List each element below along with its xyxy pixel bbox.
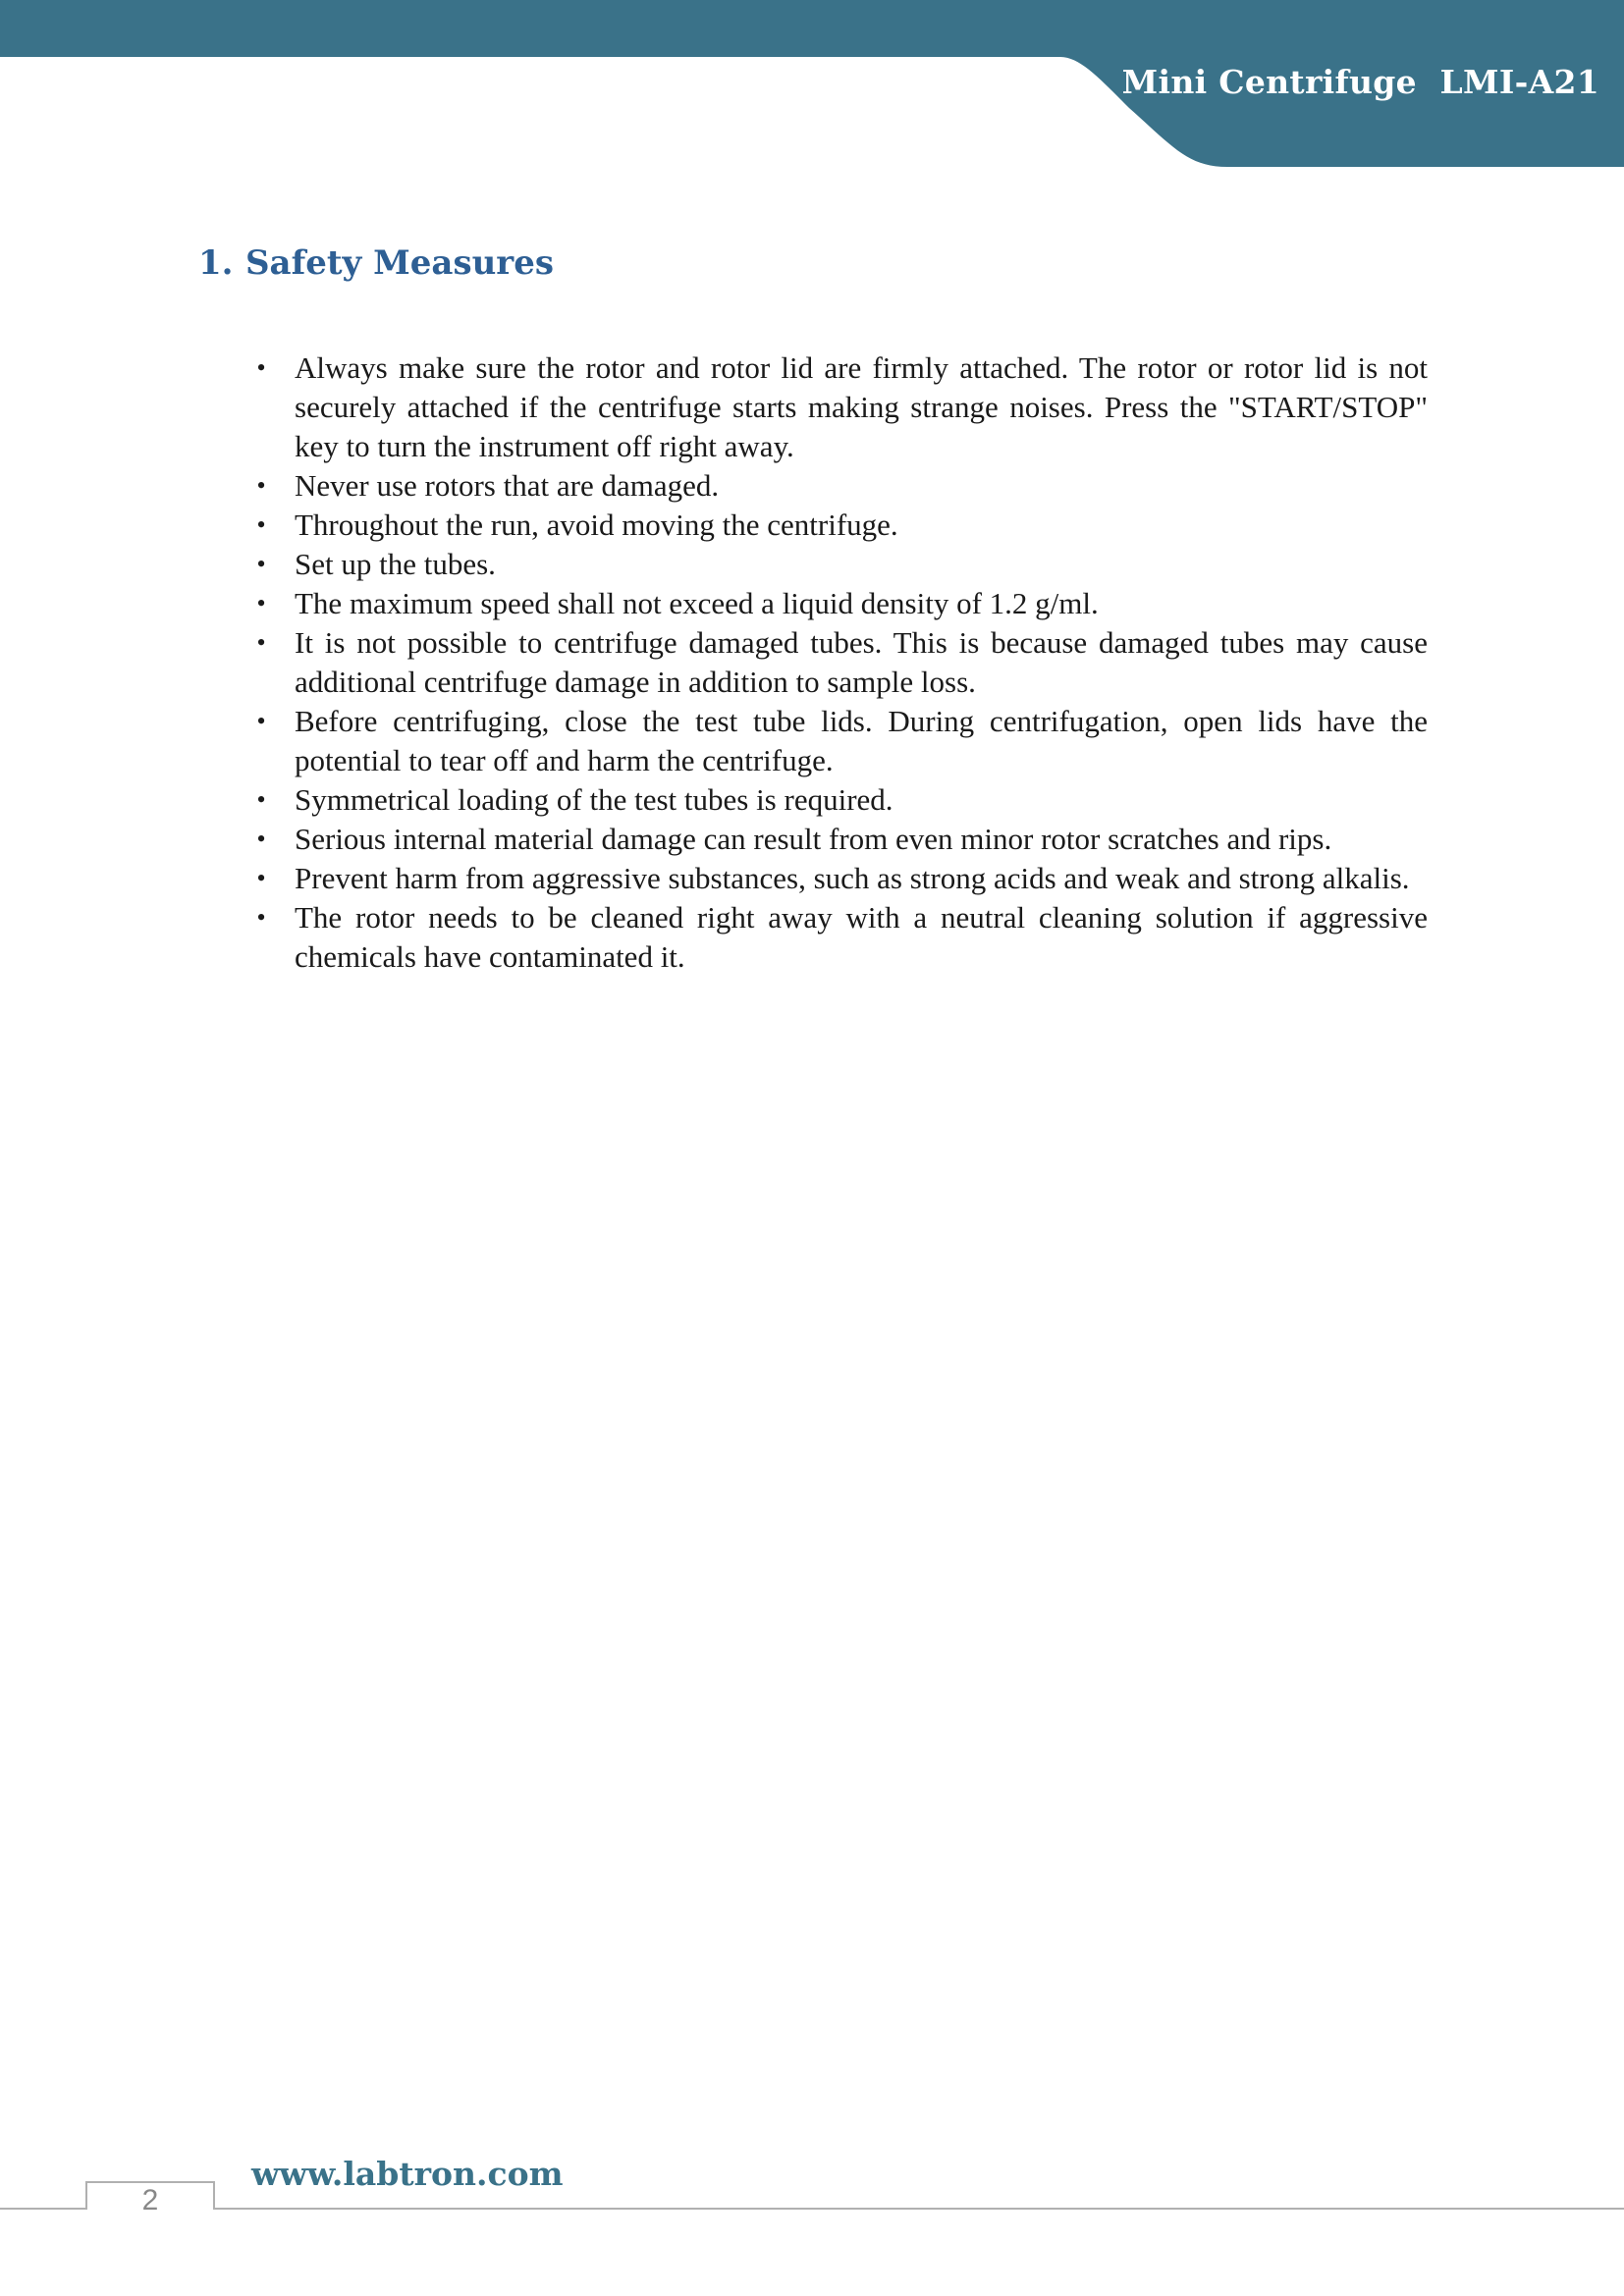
list-item [256, 466, 1428, 506]
bullet-icon: • [256, 471, 266, 500]
bullet-icon: • [256, 903, 266, 932]
list-item-text: Set up the tubes. [295, 547, 496, 581]
list-item-text: Throughout the run, avoid moving the centrifuge. [295, 507, 898, 542]
footer-rule [0, 2174, 1624, 2214]
list-item-text: Never use rotors that are damaged. [295, 468, 720, 503]
list-item [256, 623, 1428, 702]
bullet-icon: • [256, 825, 266, 853]
bullet-icon: • [256, 628, 266, 657]
list-item [256, 506, 1428, 545]
section-number: 1. [198, 243, 234, 283]
bullet-icon: • [256, 785, 266, 814]
list-item [256, 545, 1428, 584]
list-item-text: The maximum speed shall not exceed a liquid density of 1.2 g/ml. [295, 586, 1099, 620]
section-title: Safety Measures [245, 243, 554, 283]
list-item [256, 348, 1428, 466]
list-item-text: Serious internal material damage can result from even minor rotor scratches and rips. [295, 822, 1332, 856]
safety-bullet-list [256, 348, 1428, 977]
list-item [256, 702, 1428, 780]
document-title: Mini Centrifuge LMI-A21 [1121, 63, 1599, 101]
bullet-icon: • [256, 550, 266, 578]
footer-website-link[interactable]: www.labtron.com [251, 2155, 564, 2193]
bullet-icon: • [256, 864, 266, 892]
list-item [256, 898, 1428, 977]
page-number: 2 [141, 2184, 159, 2216]
list-item-text: It is not possible to centrifuge damaged tubes. This is because damaged tubes may cause additional centrifuge damage in addition to sample loss. [295, 625, 1428, 699]
section-heading [198, 243, 554, 283]
list-item [256, 820, 1428, 859]
bullet-icon: • [256, 353, 266, 382]
list-item-text: Symmetrical loading of the test tubes is required. [295, 782, 893, 817]
bullet-icon: • [256, 510, 266, 539]
list-item [256, 859, 1428, 898]
bullet-icon: • [256, 707, 266, 735]
bullet-icon: • [256, 589, 266, 617]
list-item [256, 584, 1428, 623]
list-item-text: Prevent harm from aggressive substances, such as strong acids and weak and strong alkalis. [295, 861, 1410, 895]
list-item-text: The rotor needs to be cleaned right away with a neutral cleaning solution if aggressive chemicals have contaminated it. [295, 900, 1428, 974]
list-item-text: Always make sure the rotor and rotor lid are firmly attached. The rotor or rotor lid is not securely attached if the centrifuge starts making strange noises. Press the "START/STOP" key to turn the instrument off right away. [295, 350, 1428, 463]
list-item [256, 780, 1428, 820]
list-item-text: Before centrifuging, close the test tube lids. During centrifugation, open lids have the potential to tear off and harm the centrifuge. [295, 704, 1428, 777]
